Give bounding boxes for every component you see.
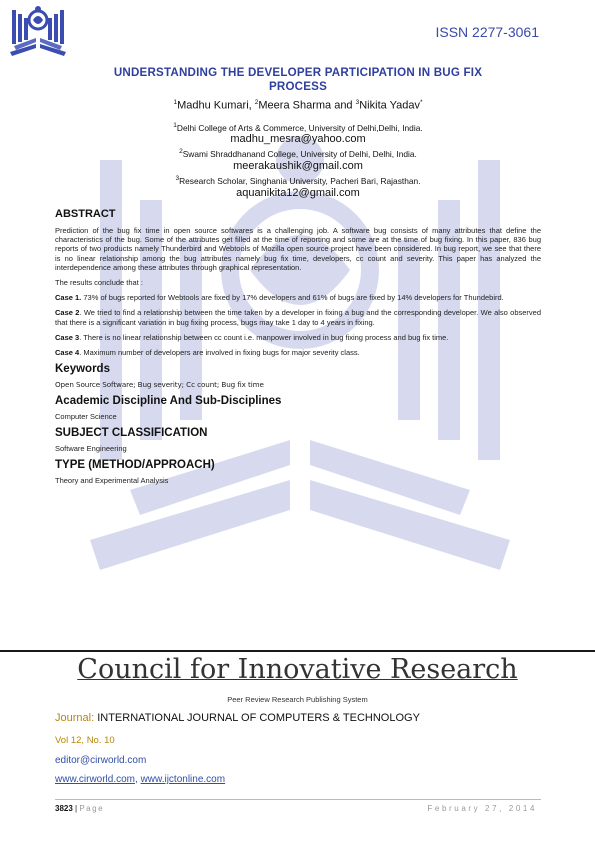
footer-divider bbox=[0, 650, 595, 652]
author-list: $^1$Madhu Kumari, $^2$Meera Sharma and $^3$Nikita Yadav* bbox=[173, 99, 423, 112]
subject-heading: SUBJECT CLASSIFICATION bbox=[55, 427, 208, 440]
discipline-text: Computer Science bbox=[55, 412, 117, 422]
case-3: Case 3. There is no linear relationship between cc count i.e. manpower involved in bug fixing process and bug fix time. bbox=[55, 332, 449, 342]
type-heading: TYPE (METHOD/APPROACH) bbox=[55, 459, 215, 472]
author-email-3[interactable]: aquanikita12@gmail.com bbox=[236, 187, 360, 200]
page-number: 3823 | Page bbox=[55, 804, 105, 813]
keywords-text: Open Source Software; Bug severity; Cc count; Bug fix time bbox=[55, 380, 264, 390]
affiliation-1: $^1$Delhi College of Arts & Commerce, University of Delhi,Delhi, India. bbox=[173, 121, 423, 133]
issn-label: ISSN 2277-3061 bbox=[435, 24, 539, 40]
editor-email-link[interactable]: editor@cirworld.com bbox=[55, 755, 147, 766]
author-email-2[interactable]: meerakaushik@gmail.com bbox=[233, 160, 363, 173]
page-footer-rule bbox=[55, 799, 541, 800]
paper-title: UNDERSTANDING THE DEVELOPER PARTICIPATION IN BUG FIX PROCESS bbox=[113, 66, 483, 93]
publication-date: February 27, 2014 bbox=[427, 804, 537, 813]
ijctonline-link[interactable]: www.ijctonline.com bbox=[140, 774, 226, 785]
peer-review-text: Peer Review Research Publishing System bbox=[227, 695, 368, 704]
cirworld-link[interactable]: www.cirworld.com bbox=[55, 774, 136, 785]
author-email-1[interactable]: madhu_mesra@yahoo.com bbox=[230, 133, 366, 146]
case-1: Case 1. 73% of bugs reported for Webtools are fixed by 17% developers and 61% of bugs are fixed by 14% developers for Thundebird. bbox=[55, 293, 504, 303]
council-title: Council for Innovative Research bbox=[77, 654, 518, 685]
paper-body bbox=[55, 66, 541, 485]
volume-label: Vol 12, No. 10 bbox=[55, 735, 115, 746]
results-intro: The results conclude that : bbox=[55, 278, 143, 288]
affiliation-3: $^3$Research Scholar, Singhania University, Pacheri Bari, Rajasthan. bbox=[175, 175, 421, 187]
affiliation-2: $^2$Swami Shraddhanand College, University of Delhi, Delhi, India. bbox=[179, 148, 417, 160]
keywords-heading: Keywords bbox=[55, 363, 110, 376]
publisher-logo-icon bbox=[6, 2, 70, 58]
case-4: Case 4. Maximum number of developers are involved in fixing bugs for major severity class. bbox=[55, 348, 360, 358]
journal-line: Journal: INTERNATIONAL JOURNAL OF COMPUTERS & TECHNOLOGY bbox=[55, 712, 420, 724]
abstract-heading: ABSTRACT bbox=[55, 208, 116, 221]
subject-text: Software Engineering bbox=[55, 444, 127, 454]
case-2: Case 2. We tried to find a relationship between the time taken by a developer in fixing a bug and the corresponding developer. We also observed that there is a significant variation in bug fixing process, bugs may take 1 day to 4 years in fixing. bbox=[55, 308, 542, 327]
abstract-text: Prediction of the bug fix time in open source softwares is a challenging job. A software bug consists of many attributes that define the characteristics of the bug. Some of the attributes get filled at the time of reporting and some are at the time of bug fixing. In this paper, 836 bug reports of two products namely Thunderbird and Webtools of Mozilla open source project have been considered. In bug report, we see that there is no linear relationship among the bug attributes namely bug fix time, developers, cc count and severity. This paper has analyzed the interdependence among these attributes through graphical representation. bbox=[55, 226, 541, 272]
type-text: Theory and Experimental Analysis bbox=[55, 476, 169, 486]
website-links: www.cirworld.com, www.ijctonline.com bbox=[55, 774, 226, 785]
discipline-heading: Academic Discipline And Sub-Disciplines bbox=[55, 395, 282, 408]
